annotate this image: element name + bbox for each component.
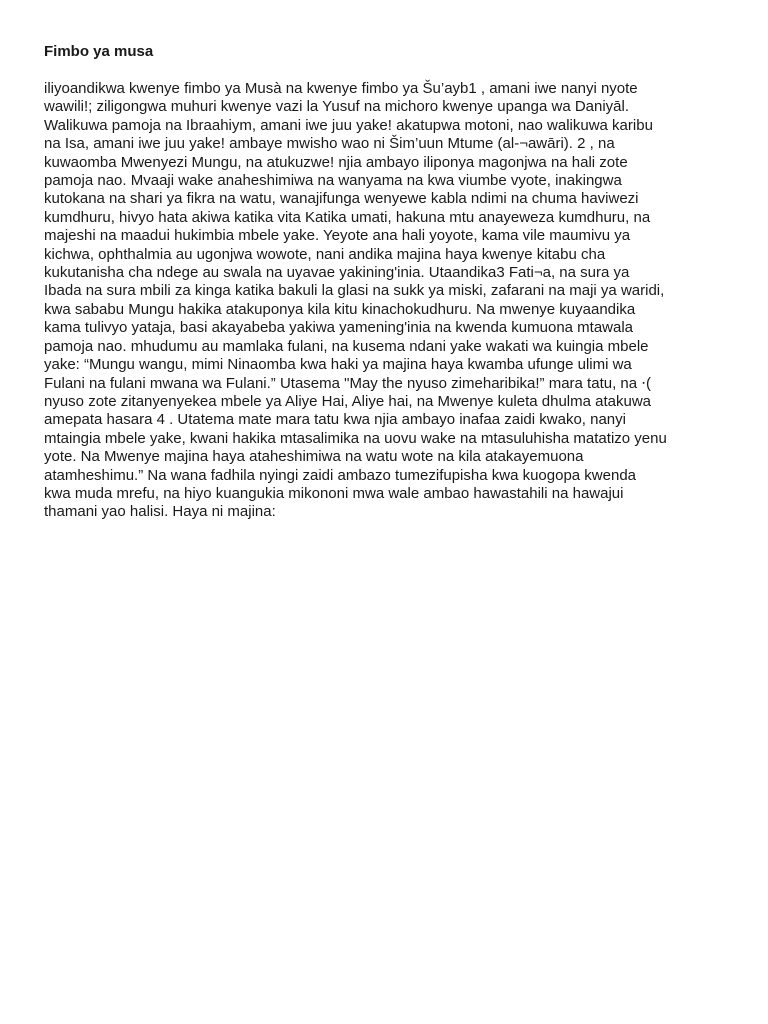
document-body [44, 80, 734, 522]
text-line: Ibada na sura mbili za kinga katika bakuli la glasi na sukk ya miski, zafarani na maji ya waridi, [44, 282, 665, 300]
text-line: nyuso zote zitanyenyekea mbele ya Aliye Hai, Aliye hai, na Mwenye kuleta dhulma atakuwa [44, 392, 652, 410]
text-line: wawili!; ziligongwa muhuri kwenye vazi la Yusuf na michoro kwenye upanga wa Daniyāl. [44, 98, 630, 116]
text-line: mtaingia mbele yake, kwani hakika mtasalimika na uovu wake na mtasuluhisha matatizo yenu [44, 429, 667, 447]
text-line: pamoja nao. mhudumu au mamlaka fulani, na kusema ndani yake wakati wa kuingia mbele [44, 337, 649, 355]
text-line: iliyoandikwa kwenye fimbo ya Musà na kwenye fimbo ya Šu’ayb1 , amani iwe nanyi nyote [44, 80, 638, 97]
text-line: kwa sababu Mungu hakika atakuponya kila kitu kinachokudhuru. Na mwenye kuyaandika [44, 300, 636, 318]
text-line: thamani yao halisi. Haya ni majina: [44, 503, 276, 521]
text-line: atamheshimu.” Na wana fadhila nyingi zaidi ambazo tumezifupisha kwa kuogopa kwenda [44, 466, 637, 484]
text-line: yote. Na Mwenye majina haya ataheshimiwa na watu wote na kila atakayemuona [44, 448, 584, 466]
text-line: amepata hasara 4 . Utatema mate mara tatu kwa njia ambayo inafaa zaidi kwako, nanyi [44, 411, 626, 429]
text-line: majeshi na maadui hukimbia mbele yake. Yeyote ana hali yoyote, kama vile maumivu ya [44, 227, 631, 245]
text-line: pamoja nao. Mvaaji wake anaheshimiwa na wanyama na kwa viumbe vyote, inakingwa [44, 172, 622, 190]
text-line: kwa muda mrefu, na hiyo kuangukia mikononi mwa wale ambao hawastahili na hawajui [44, 484, 624, 502]
text-line: kichwa, ophthalmia au ugonjwa wowote, nani andika majina haya kwenye kitabu cha [44, 245, 606, 263]
text-line: kutokana na shari ya fikra na watu, wanajifunga wenyewe kabla ndimi na chuma haviwezi [44, 190, 639, 208]
text-line: kumdhuru, hivyo hata akiwa katika vita Katika umati, hakuna mtu anayeweza kumdhuru, na [44, 208, 651, 226]
text-line: kukutanisha cha ndege au swala na uyavae yakining'inia. Utaandika3 Fati¬a, na sura ya [44, 264, 630, 282]
text-line: na Isa, amani iwe juu yake! ambaye mwisho wao ni Šim’uun Mtume (al-¬awāri). 2 , na [44, 135, 615, 153]
text-line: yake: “Mungu wangu, mimi Ninaomba kwa haki ya majina haya kwamba ufunge ulimi wa [44, 356, 632, 374]
text-line: Fulani na fulani mwana wa Fulani.” Utasema "May the nyuso zimeharibika!” mara tatu, na ⋅( [44, 374, 652, 392]
text-line: kama tulivyo yataja, basi akayabeba yakiwa yamening'inia na kwenda kumuona mtawala [44, 319, 634, 337]
document-title: Fimbo ya musa [44, 43, 154, 60]
text-line: kuwaomba Mwenyezi Mungu, na atukuzwe! njia ambayo iliponya magonjwa na hali zote [44, 153, 628, 171]
document-page [44, 42, 734, 522]
text-line: Walikuwa pamoja na Ibraahiym, amani iwe juu yake! akatupwa motoni, nao walikuwa karibu [44, 116, 653, 134]
